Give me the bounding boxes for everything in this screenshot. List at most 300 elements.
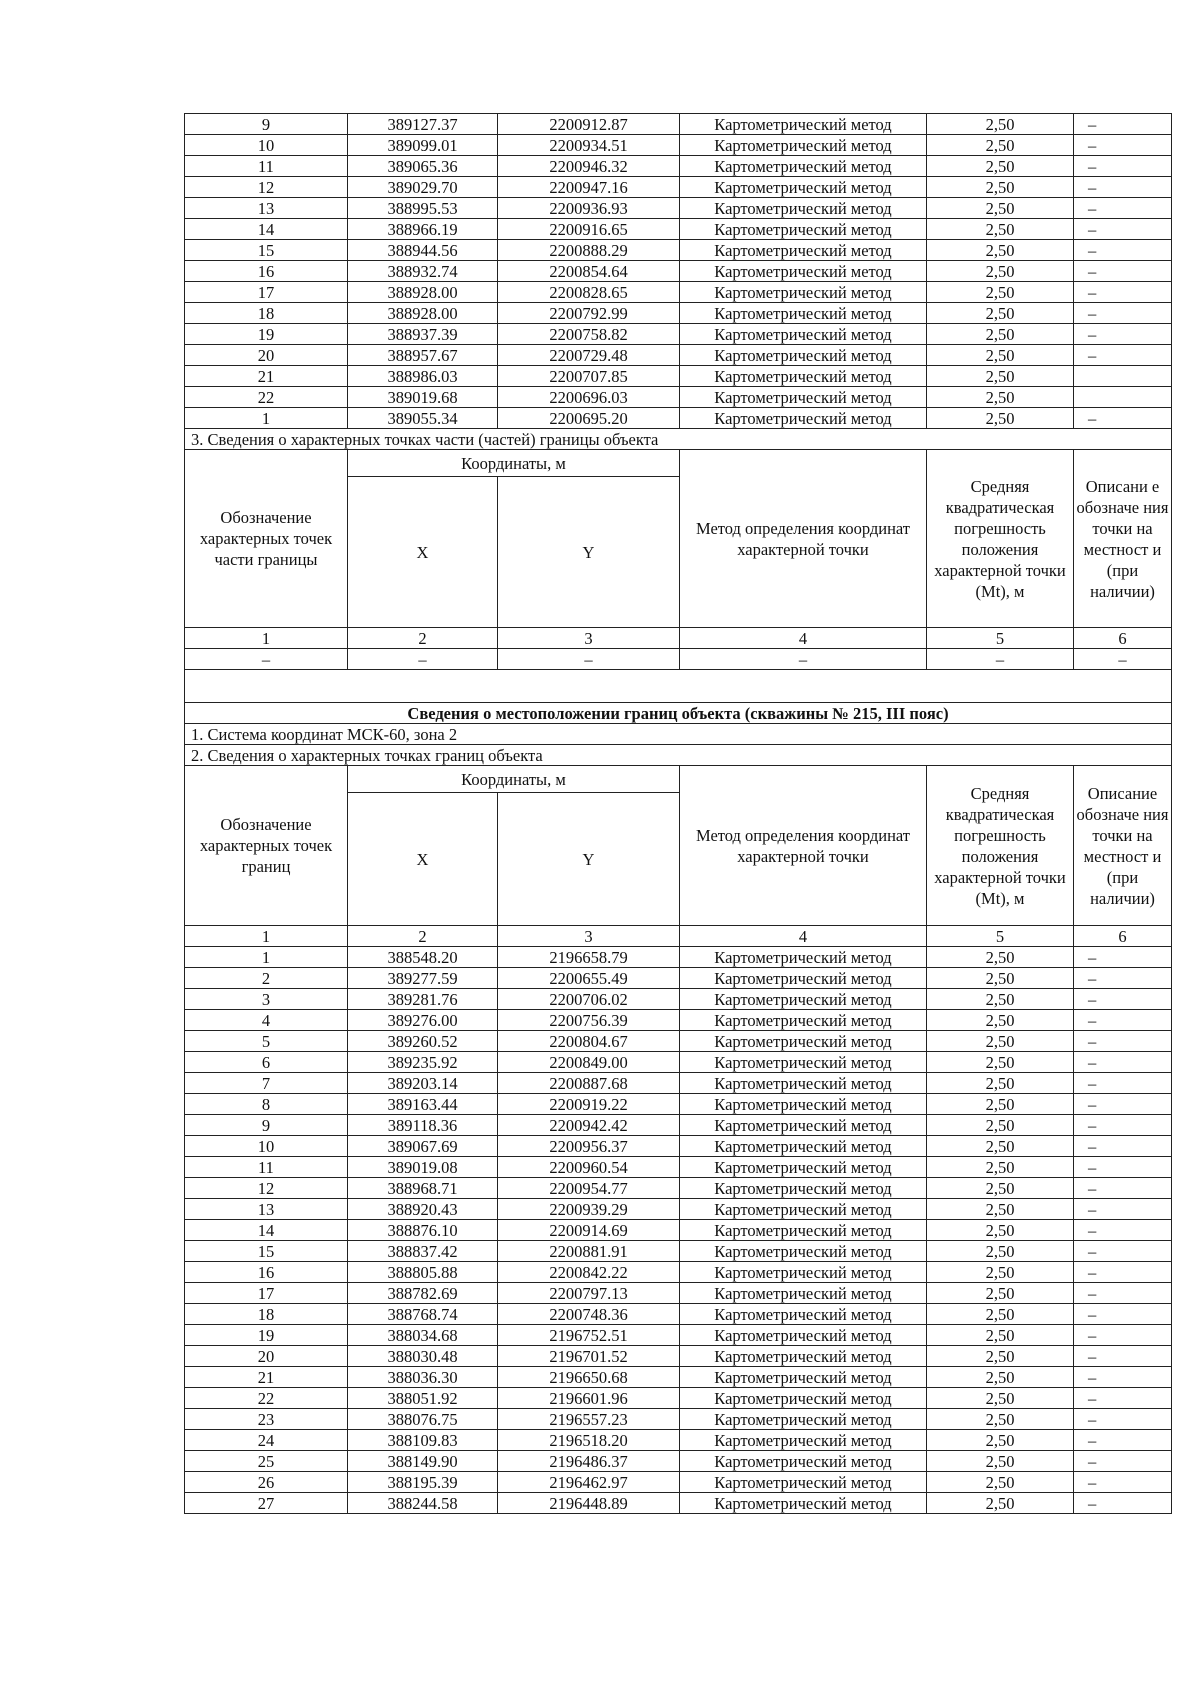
y-cell: 2196518.20	[498, 1430, 680, 1451]
point-id-cell: 24	[185, 1430, 348, 1451]
description-cell	[1074, 366, 1172, 387]
error-cell: 2,50	[927, 240, 1074, 261]
y-cell: 2200888.29	[498, 240, 680, 261]
method-cell: Картометрический метод	[680, 968, 927, 989]
description-cell: –	[1074, 1241, 1172, 1262]
description-cell: –	[1074, 1157, 1172, 1178]
x-cell: 389099.01	[348, 135, 498, 156]
method-cell: Картометрический метод	[680, 1346, 927, 1367]
y-cell: 2200695.20	[498, 408, 680, 429]
well-col-x-header: X	[348, 793, 498, 926]
error-cell: 2,50	[927, 261, 1074, 282]
error-cell: 2,50	[927, 1031, 1074, 1052]
x-cell: 388928.00	[348, 282, 498, 303]
y-cell: 2200947.16	[498, 177, 680, 198]
table-row	[185, 1346, 1172, 1367]
y-cell: 2196557.23	[498, 1409, 680, 1430]
x-cell: 389281.76	[348, 989, 498, 1010]
method-cell: Картометрический метод	[680, 1031, 927, 1052]
table-row	[185, 1325, 1172, 1346]
description-cell: –	[1074, 135, 1172, 156]
method-cell: Картометрический метод	[680, 366, 927, 387]
method-cell: Картометрический метод	[680, 1304, 927, 1325]
x-cell: 388782.69	[348, 1283, 498, 1304]
point-id-cell: 11	[185, 156, 348, 177]
description-cell: –	[1074, 1052, 1172, 1073]
y-cell: 2200942.42	[498, 1115, 680, 1136]
y-cell: 2200849.00	[498, 1052, 680, 1073]
error-cell: 2,50	[927, 366, 1074, 387]
error-cell: 2,50	[927, 1304, 1074, 1325]
error-cell: 2,50	[927, 198, 1074, 219]
point-id-cell: 14	[185, 1220, 348, 1241]
table-row	[185, 1430, 1172, 1451]
table-row	[185, 1073, 1172, 1094]
x-cell: 388957.67	[348, 345, 498, 366]
y-cell: 2196701.52	[498, 1346, 680, 1367]
point-id-cell: 10	[185, 135, 348, 156]
method-cell: Картометрический метод	[680, 1409, 927, 1430]
y-cell: 2200828.65	[498, 282, 680, 303]
method-cell: Картометрический метод	[680, 114, 927, 135]
point-id-cell: 21	[185, 366, 348, 387]
well-points-title: 2. Сведения о характерных точках границ объекта	[185, 745, 1172, 766]
method-cell: Картометрический метод	[680, 387, 927, 408]
y-cell: 2200792.99	[498, 303, 680, 324]
x-cell: 389065.36	[348, 156, 498, 177]
error-cell: 2,50	[927, 324, 1074, 345]
x-cell: 389118.36	[348, 1115, 498, 1136]
y-cell: 2196462.97	[498, 1472, 680, 1493]
error-cell: 2,50	[927, 1409, 1074, 1430]
point-id-cell: 11	[185, 1157, 348, 1178]
table-row	[185, 324, 1172, 345]
description-cell: –	[1074, 1493, 1172, 1514]
y-cell: 2200804.67	[498, 1031, 680, 1052]
point-id-cell: 7	[185, 1073, 348, 1094]
table-row	[185, 1199, 1172, 1220]
description-cell: –	[1074, 198, 1172, 219]
y-cell: 2200756.39	[498, 1010, 680, 1031]
well-col-method-header: Метод определения координат характерной точки	[680, 766, 927, 926]
description-cell: –	[1074, 1451, 1172, 1472]
well-col-coordinates-header: Координаты, м	[348, 766, 680, 793]
table-row	[185, 387, 1172, 408]
y-cell: 2200960.54	[498, 1157, 680, 1178]
point-id-cell: 16	[185, 1262, 348, 1283]
description-cell: –	[1074, 1367, 1172, 1388]
y-cell: 2196650.68	[498, 1367, 680, 1388]
method-cell: Картометрический метод	[680, 219, 927, 240]
table-row	[185, 1220, 1172, 1241]
y-cell: 2200729.48	[498, 345, 680, 366]
method-cell: Картометрический метод	[680, 1010, 927, 1031]
method-cell: Картометрический метод	[680, 1220, 927, 1241]
part1-points-body	[185, 114, 1172, 429]
point-id-cell: 26	[185, 1472, 348, 1493]
description-cell: –	[1074, 282, 1172, 303]
x-cell: 388986.03	[348, 366, 498, 387]
table-row	[185, 1157, 1172, 1178]
error-cell: 2,50	[927, 989, 1074, 1010]
description-cell: –	[1074, 324, 1172, 345]
point-id-cell: 21	[185, 1367, 348, 1388]
error-cell: 2,50	[927, 1052, 1074, 1073]
x-cell: 388034.68	[348, 1325, 498, 1346]
point-id-cell: 20	[185, 345, 348, 366]
y-cell: 2200797.13	[498, 1283, 680, 1304]
x-cell: 388768.74	[348, 1304, 498, 1325]
x-cell: 388244.58	[348, 1493, 498, 1514]
table-row	[185, 261, 1172, 282]
table-row	[185, 408, 1172, 429]
table-row	[185, 1451, 1172, 1472]
error-cell: 2,50	[927, 177, 1074, 198]
method-cell: Картометрический метод	[680, 1472, 927, 1493]
x-cell: 389276.00	[348, 1010, 498, 1031]
method-cell: Картометрический метод	[680, 1430, 927, 1451]
x-cell: 388030.48	[348, 1346, 498, 1367]
point-id-cell: 12	[185, 177, 348, 198]
description-cell: –	[1074, 177, 1172, 198]
method-cell: Картометрический метод	[680, 261, 927, 282]
error-cell: 2,50	[927, 1094, 1074, 1115]
method-cell: Картометрический метод	[680, 1451, 927, 1472]
table-row	[185, 968, 1172, 989]
section3-dash-row: – – – – – –	[185, 649, 1172, 670]
error-cell: 2,50	[927, 1010, 1074, 1031]
error-cell: 2,50	[927, 947, 1074, 968]
point-id-cell: 22	[185, 387, 348, 408]
boundary-table	[184, 113, 1172, 1514]
x-cell: 388051.92	[348, 1388, 498, 1409]
error-cell: 2,50	[927, 1136, 1074, 1157]
table-row	[185, 240, 1172, 261]
x-cell: 388932.74	[348, 261, 498, 282]
point-id-cell: 4	[185, 1010, 348, 1031]
error-cell: 2,50	[927, 1367, 1074, 1388]
x-cell: 388548.20	[348, 947, 498, 968]
y-cell: 2200914.69	[498, 1220, 680, 1241]
y-cell: 2196486.37	[498, 1451, 680, 1472]
table-row	[185, 114, 1172, 135]
x-cell: 388805.88	[348, 1262, 498, 1283]
description-cell: –	[1074, 1283, 1172, 1304]
spacer-row	[185, 670, 1172, 703]
point-id-cell: 23	[185, 1409, 348, 1430]
method-cell: Картометрический метод	[680, 1136, 927, 1157]
method-cell: Картометрический метод	[680, 989, 927, 1010]
description-cell: –	[1074, 1094, 1172, 1115]
table-row	[185, 1052, 1172, 1073]
point-id-cell: 20	[185, 1346, 348, 1367]
error-cell: 2,50	[927, 219, 1074, 240]
description-cell: –	[1074, 1304, 1172, 1325]
x-cell: 389067.69	[348, 1136, 498, 1157]
description-cell: –	[1074, 968, 1172, 989]
well-points-body	[185, 947, 1172, 1514]
col-designation-header: Обозначение характерных точек части границы	[185, 450, 348, 628]
point-id-cell: 18	[185, 303, 348, 324]
point-id-cell: 27	[185, 1493, 348, 1514]
x-cell: 388920.43	[348, 1199, 498, 1220]
error-cell: 2,50	[927, 1325, 1074, 1346]
error-cell: 2,50	[927, 1283, 1074, 1304]
description-cell: –	[1074, 345, 1172, 366]
description-cell: –	[1074, 219, 1172, 240]
error-cell: 2,50	[927, 408, 1074, 429]
error-cell: 2,50	[927, 1451, 1074, 1472]
x-cell: 388149.90	[348, 1451, 498, 1472]
error-cell: 2,50	[927, 1157, 1074, 1178]
y-cell: 2200696.03	[498, 387, 680, 408]
description-cell: –	[1074, 1178, 1172, 1199]
table-row	[185, 135, 1172, 156]
description-cell: –	[1074, 1409, 1172, 1430]
error-cell: 2,50	[927, 282, 1074, 303]
method-cell: Картометрический метод	[680, 1157, 927, 1178]
error-cell: 2,50	[927, 1493, 1074, 1514]
table-row	[185, 1115, 1172, 1136]
method-cell: Картометрический метод	[680, 177, 927, 198]
table-row	[185, 1304, 1172, 1325]
y-cell: 2200854.64	[498, 261, 680, 282]
well-col-error-header: Средняя квадратическая погрешность положения характерной точки (Mt), м	[927, 766, 1074, 926]
method-cell: Картометрический метод	[680, 1325, 927, 1346]
description-cell: –	[1074, 1430, 1172, 1451]
method-cell: Картометрический метод	[680, 198, 927, 219]
error-cell: 2,50	[927, 114, 1074, 135]
error-cell: 2,50	[927, 1430, 1074, 1451]
description-cell: –	[1074, 1115, 1172, 1136]
error-cell: 2,50	[927, 1220, 1074, 1241]
point-id-cell: 17	[185, 282, 348, 303]
table-row	[185, 198, 1172, 219]
point-id-cell: 14	[185, 219, 348, 240]
error-cell: 2,50	[927, 345, 1074, 366]
method-cell: Картометрический метод	[680, 947, 927, 968]
method-cell: Картометрический метод	[680, 135, 927, 156]
col-error-header: Средняя квадратическая погрешность положения характерной точки (Mt), м	[927, 450, 1074, 628]
method-cell: Картометрический метод	[680, 1367, 927, 1388]
x-cell: 388966.19	[348, 219, 498, 240]
y-cell: 2200758.82	[498, 324, 680, 345]
description-cell: –	[1074, 989, 1172, 1010]
table-row	[185, 1472, 1172, 1493]
point-id-cell: 1	[185, 947, 348, 968]
x-cell: 388076.75	[348, 1409, 498, 1430]
point-id-cell: 1	[185, 408, 348, 429]
x-cell: 388195.39	[348, 1472, 498, 1493]
table-row	[185, 1031, 1172, 1052]
point-id-cell: 13	[185, 1199, 348, 1220]
y-cell: 2200954.77	[498, 1178, 680, 1199]
point-id-cell: 6	[185, 1052, 348, 1073]
x-cell: 389019.08	[348, 1157, 498, 1178]
method-cell: Картометрический метод	[680, 303, 927, 324]
description-cell: –	[1074, 1472, 1172, 1493]
x-cell: 389260.52	[348, 1031, 498, 1052]
x-cell: 389163.44	[348, 1094, 498, 1115]
col-y-header: Y	[498, 477, 680, 628]
y-cell: 2196752.51	[498, 1325, 680, 1346]
method-cell: Картометрический метод	[680, 282, 927, 303]
y-cell: 2200881.91	[498, 1241, 680, 1262]
description-cell: –	[1074, 1388, 1172, 1409]
description-cell: –	[1074, 240, 1172, 261]
description-cell: –	[1074, 1073, 1172, 1094]
point-id-cell: 12	[185, 1178, 348, 1199]
y-cell: 2196658.79	[498, 947, 680, 968]
point-id-cell: 5	[185, 1031, 348, 1052]
description-cell: –	[1074, 1031, 1172, 1052]
y-cell: 2200956.37	[498, 1136, 680, 1157]
description-cell: –	[1074, 408, 1172, 429]
y-cell: 2200936.93	[498, 198, 680, 219]
well-col-designation-header: Обозначение характерных точек границ	[185, 766, 348, 926]
x-cell: 388036.30	[348, 1367, 498, 1388]
table-row	[185, 1010, 1172, 1031]
x-cell: 388944.56	[348, 240, 498, 261]
table-row	[185, 1262, 1172, 1283]
method-cell: Картометрический метод	[680, 240, 927, 261]
document-page	[184, 113, 1171, 1514]
x-cell: 389019.68	[348, 387, 498, 408]
y-cell: 2200706.02	[498, 989, 680, 1010]
y-cell: 2200748.36	[498, 1304, 680, 1325]
x-cell: 388968.71	[348, 1178, 498, 1199]
table-row	[185, 1367, 1172, 1388]
y-cell: 2200916.65	[498, 219, 680, 240]
y-cell: 2200887.68	[498, 1073, 680, 1094]
table-row	[185, 1136, 1172, 1157]
error-cell: 2,50	[927, 303, 1074, 324]
method-cell: Картометрический метод	[680, 1178, 927, 1199]
point-id-cell: 25	[185, 1451, 348, 1472]
error-cell: 2,50	[927, 387, 1074, 408]
point-id-cell: 13	[185, 198, 348, 219]
description-cell: –	[1074, 1199, 1172, 1220]
description-cell: –	[1074, 947, 1172, 968]
method-cell: Картометрический метод	[680, 1388, 927, 1409]
method-cell: Картометрический метод	[680, 1115, 927, 1136]
point-id-cell: 19	[185, 1325, 348, 1346]
point-id-cell: 22	[185, 1388, 348, 1409]
x-cell: 389235.92	[348, 1052, 498, 1073]
description-cell	[1074, 387, 1172, 408]
x-cell: 388928.00	[348, 303, 498, 324]
method-cell: Картометрический метод	[680, 1241, 927, 1262]
well-col-y-header: Y	[498, 793, 680, 926]
table-row	[185, 156, 1172, 177]
error-cell: 2,50	[927, 1346, 1074, 1367]
table-row	[185, 1409, 1172, 1430]
error-cell: 2,50	[927, 1241, 1074, 1262]
description-cell: –	[1074, 261, 1172, 282]
error-cell: 2,50	[927, 1178, 1074, 1199]
table-row	[185, 947, 1172, 968]
col-x-header: X	[348, 477, 498, 628]
point-id-cell: 19	[185, 324, 348, 345]
table-row	[185, 989, 1172, 1010]
method-cell: Картометрический метод	[680, 156, 927, 177]
error-cell: 2,50	[927, 156, 1074, 177]
point-id-cell: 18	[185, 1304, 348, 1325]
col-coordinates-header: Координаты, м	[348, 450, 680, 477]
y-cell: 2196448.89	[498, 1493, 680, 1514]
table-row	[185, 219, 1172, 240]
point-id-cell: 9	[185, 1115, 348, 1136]
description-cell: –	[1074, 1220, 1172, 1241]
table-row	[185, 303, 1172, 324]
section3-title: 3. Сведения о характерных точках части (частей) границы объекта	[185, 429, 1172, 450]
y-cell: 2200934.51	[498, 135, 680, 156]
y-cell: 2200946.32	[498, 156, 680, 177]
x-cell: 389203.14	[348, 1073, 498, 1094]
error-cell: 2,50	[927, 1073, 1074, 1094]
method-cell: Картометрический метод	[680, 1493, 927, 1514]
well-col-description-header: Описание обозначе ния точки на местност и (при наличии)	[1074, 766, 1172, 926]
error-cell: 2,50	[927, 1262, 1074, 1283]
x-cell: 389029.70	[348, 177, 498, 198]
col-description-header: Описани е обозначе ния точки на местност и (при наличии)	[1074, 450, 1172, 628]
method-cell: Картометрический метод	[680, 1283, 927, 1304]
x-cell: 388995.53	[348, 198, 498, 219]
description-cell: –	[1074, 1262, 1172, 1283]
table-row	[185, 177, 1172, 198]
table-row	[185, 1493, 1172, 1514]
point-id-cell: 15	[185, 1241, 348, 1262]
coord-system-line: 1. Система координат МСК-60, зона 2	[185, 724, 1172, 745]
x-cell: 389277.59	[348, 968, 498, 989]
table-row	[185, 1241, 1172, 1262]
point-id-cell: 9	[185, 114, 348, 135]
x-cell: 388109.83	[348, 1430, 498, 1451]
point-id-cell: 3	[185, 989, 348, 1010]
x-cell: 389055.34	[348, 408, 498, 429]
error-cell: 2,50	[927, 135, 1074, 156]
error-cell: 2,50	[927, 1115, 1074, 1136]
table-row	[185, 1283, 1172, 1304]
table-row	[185, 345, 1172, 366]
method-cell: Картометрический метод	[680, 345, 927, 366]
description-cell: –	[1074, 1010, 1172, 1031]
description-cell: –	[1074, 1346, 1172, 1367]
method-cell: Картометрический метод	[680, 324, 927, 345]
point-id-cell: 17	[185, 1283, 348, 1304]
method-cell: Картометрический метод	[680, 1073, 927, 1094]
description-cell: –	[1074, 1136, 1172, 1157]
method-cell: Картометрический метод	[680, 1094, 927, 1115]
point-id-cell: 16	[185, 261, 348, 282]
method-cell: Картометрический метод	[680, 1262, 927, 1283]
error-cell: 2,50	[927, 1472, 1074, 1493]
description-cell: –	[1074, 1325, 1172, 1346]
point-id-cell: 15	[185, 240, 348, 261]
table-row	[185, 1094, 1172, 1115]
y-cell: 2200842.22	[498, 1262, 680, 1283]
table-row	[185, 1388, 1172, 1409]
error-cell: 2,50	[927, 1199, 1074, 1220]
y-cell: 2200919.22	[498, 1094, 680, 1115]
x-cell: 388937.39	[348, 324, 498, 345]
table-row	[185, 282, 1172, 303]
x-cell: 388876.10	[348, 1220, 498, 1241]
method-cell: Картометрический метод	[680, 1199, 927, 1220]
table-row	[185, 1178, 1172, 1199]
y-cell: 2200655.49	[498, 968, 680, 989]
error-cell: 2,50	[927, 1388, 1074, 1409]
